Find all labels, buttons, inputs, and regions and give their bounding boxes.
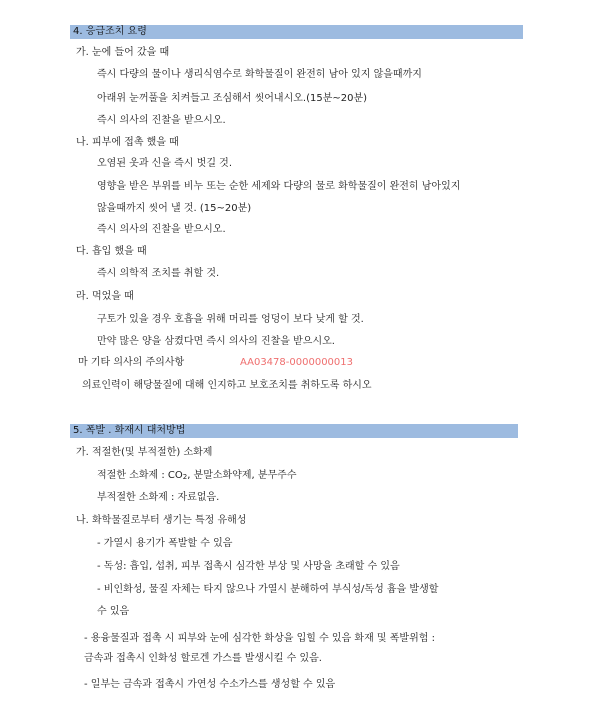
specific-hazards-heading: 나. 화학물질로부터 생기는 특정 유해성 <box>76 515 247 526</box>
skin-contact-line-1: 오염된 옷과 신을 즉시 벗길 것. <box>97 158 232 169</box>
unsuitable-media-line: 부적절한 소화제 : 자료없음. <box>97 492 220 503</box>
eye-contact-line-3: 즉시 의사의 진찰을 받으시오. <box>97 115 226 126</box>
hazard-line-6: 금속과 접촉시 인화성 할로겐 가스를 발생시킬 수 있음. <box>84 653 322 664</box>
ingestion-heading: 라. 먹었을 때 <box>76 291 134 302</box>
physician-notes-line-1: 의료인력이 해당물질에 대해 인지하고 보호조치를 취하도록 하시오 <box>82 380 372 391</box>
eye-contact-heading: 가. 눈에 들어 갔을 때 <box>76 47 170 58</box>
skin-contact-line-4: 즉시 의사의 진찰을 받으시오. <box>97 224 226 235</box>
skin-contact-heading: 나. 피부에 접촉 했을 때 <box>76 137 179 148</box>
suitable-media-line: 적절한 소화제 : $CO_2$, 분말소화약제, 분무주수 <box>97 470 297 481</box>
document-code: AA03478-0000000013 <box>240 357 354 368</box>
ingestion-line-1: 구토가 있을 경우 호흡을 위해 머리를 엉덩이 보다 낮게 할 것. <box>97 314 364 325</box>
hazard-line-2: - 독성: 흡입, 섭취, 피부 접촉시 심각한 부상 및 사망을 초래할 수 있음 <box>97 561 400 572</box>
hazard-line-3: - 비인화성, 물질 자체는 타지 않으나 가열시 분해하여 부식성/독성 흄을 발생할 <box>97 584 439 595</box>
skin-contact-line-3: 않을때까지 씻어 낼 것. (15~20분) <box>97 203 252 214</box>
physician-notes-heading: 마 기타 의사의 주의사항 <box>78 357 185 368</box>
section-4-header: 4. 응급조치 요령 <box>70 25 523 39</box>
hazard-line-4: 수 있음 <box>97 606 130 617</box>
hazard-line-5: - 용융물질과 접촉 시 피부와 눈에 심각한 화상을 입힐 수 있음 화재 및 폭발위험 : <box>84 633 435 644</box>
hazard-line-1: - 가열시 용기가 폭발할 수 있음 <box>97 538 233 549</box>
inhalation-line-1: 즉시 의학적 조치를 취할 것. <box>97 268 220 279</box>
eye-contact-line-1: 즉시 다량의 물이나 생리식염수로 화학물질이 완전히 남아 있지 않을때까지 <box>97 69 422 80</box>
eye-contact-line-2: 아래위 눈꺼풀을 치켜들고 조심해서 씻어내시오.(15분~20분) <box>97 93 368 104</box>
skin-contact-line-2: 영향을 받은 부위를 비누 또는 순한 세제와 다량의 물로 화학물질이 완전히 남아있지 <box>97 181 461 192</box>
ingestion-line-2: 만약 많은 양을 삼켰다면 즉시 의사의 진찰을 받으시오. <box>97 336 335 347</box>
extinguishing-media-heading: 가. 적절한(및 부적절한) 소화제 <box>76 447 213 458</box>
section-5-header: 5. 폭발 . 화재시 대처방법 <box>70 424 518 438</box>
hazard-line-7: - 일부는 금속과 접촉시 가연성 수소가스를 생성할 수 있음 <box>84 679 336 690</box>
inhalation-heading: 다. 흡입 했을 때 <box>76 246 147 257</box>
